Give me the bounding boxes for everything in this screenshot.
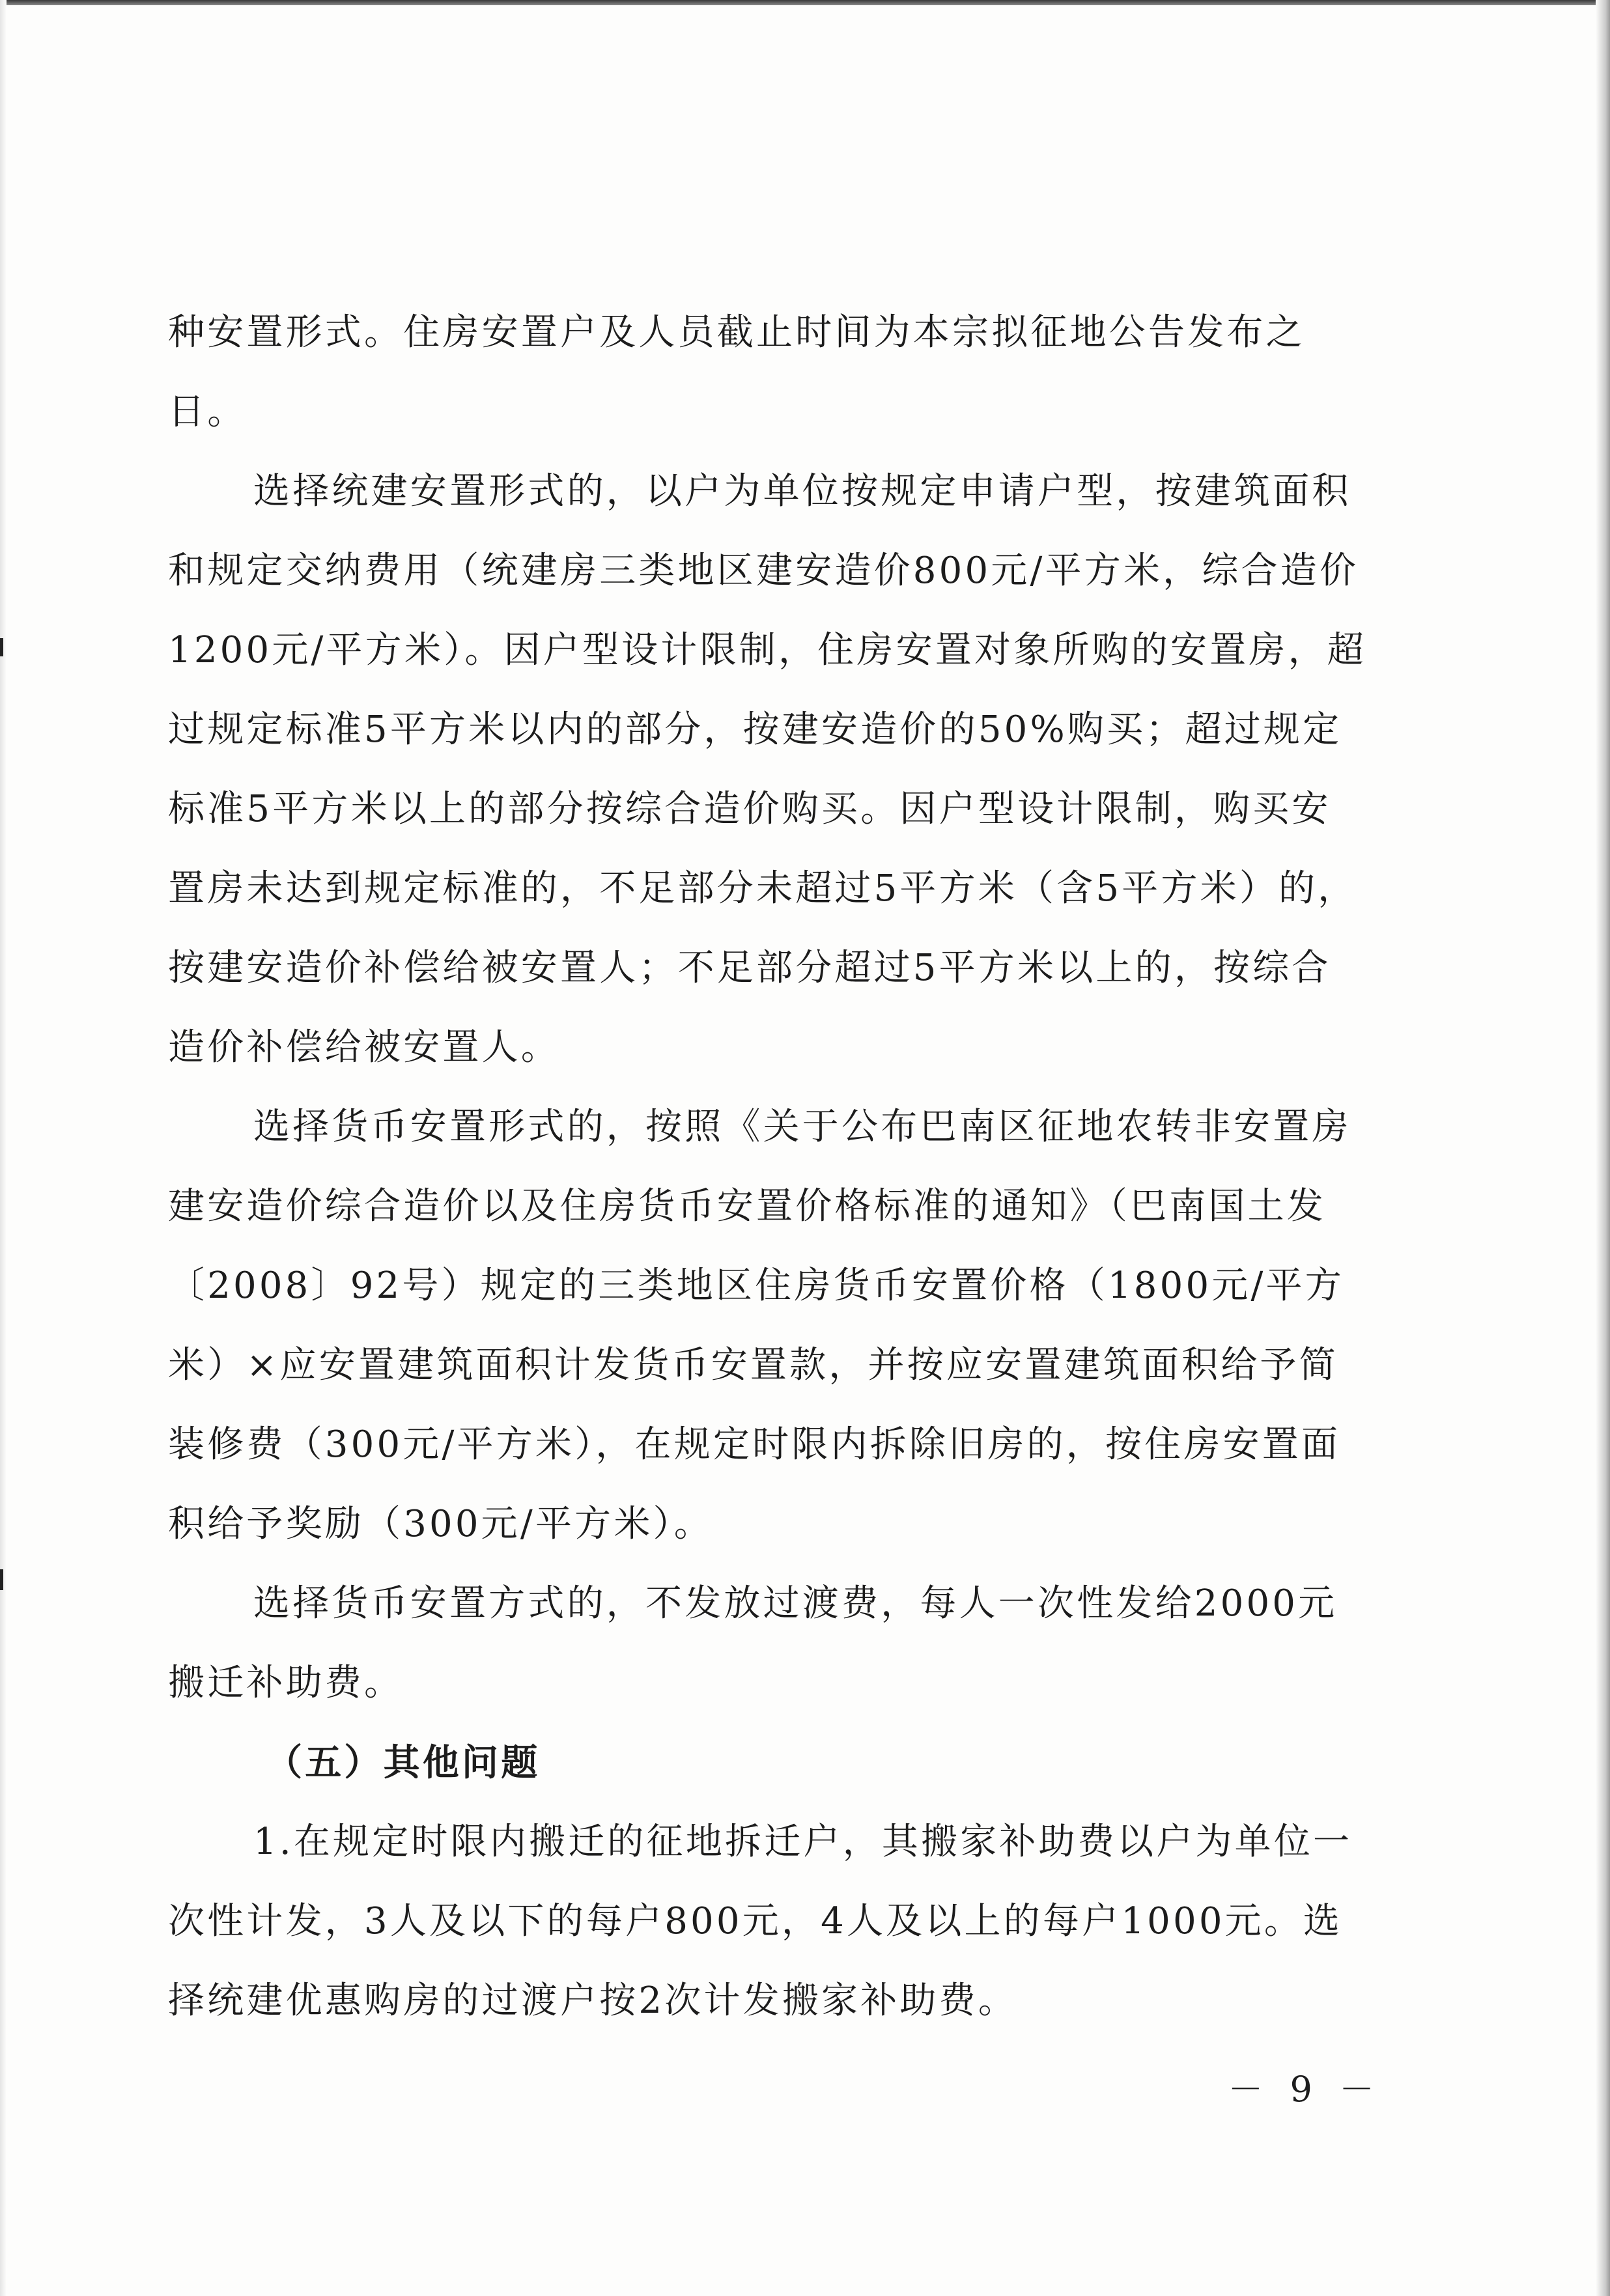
binding-mark (0, 638, 3, 656)
paragraph-relocation-subsidy: 选择货币安置方式的，不发放过渡费，每人一次性发给2000元搬迁补助费。 (168, 1582, 1338, 1704)
binding-mark (0, 1569, 3, 1590)
paragraph-unified-resettlement: 选择统建安置形式的，以户为单位按规定申请户型，按建筑面积和规定交纳费用（统建房三类地区建安造价800元/平方米，综合造价1200元/平方米）。因户型设计限制，住房安置对象所购的安置房，超过规定标准5平方米以内的部分，按建安造价的50%购买；超过规定标准5平方米以上的部分按综合造价购买。因户型设计限制，购买安置房未达到规定标准的，不足部分未超过5平方米（含5平方米）的，按建安造价补偿给被安置人；不足部分超过5平方米以上的，按综合造价补偿给被安置人。 (168, 470, 1366, 1069)
page-number: － 9 － (1228, 2069, 1382, 2110)
body-text (168, 293, 1369, 2041)
scan-left-edge (0, 0, 7, 2296)
paragraph-monetary-resettlement: 选择货币安置形式的，按照《关于公布巴南区征地农转非安置房建安造价综合造价以及住房货币安置价格标准的通知》（巴南国土发〔2008〕92号）规定的三类地区住房货币安置价格（1800元/平方米）×应安置建筑面积计发货币安置款，并按应安置建筑面积给予简装修费（300元/平方米），在规定时限内拆除旧房的，按住房安置面积给予奖励（300元/平方米）。 (168, 1106, 1351, 1545)
scan-right-edge (1596, 0, 1610, 2296)
scan-top-edge (0, 0, 1610, 5)
paragraph-continuation: 种安置形式。住房安置户及人员截止时间为本宗拟征地公告发布之日。 (168, 311, 1305, 433)
section-heading-other-issues: （五）其他问题 (266, 1741, 541, 1784)
paragraph-item-1-moving-subsidy: 1.在规定时限内搬迁的征地拆迁户，其搬家补助费以户为单位一次性计发，3人及以下的每户800元，4人及以上的每户1000元。选择统建优惠购房的过渡户按2次计发搬家补助费。 (168, 1821, 1353, 2022)
